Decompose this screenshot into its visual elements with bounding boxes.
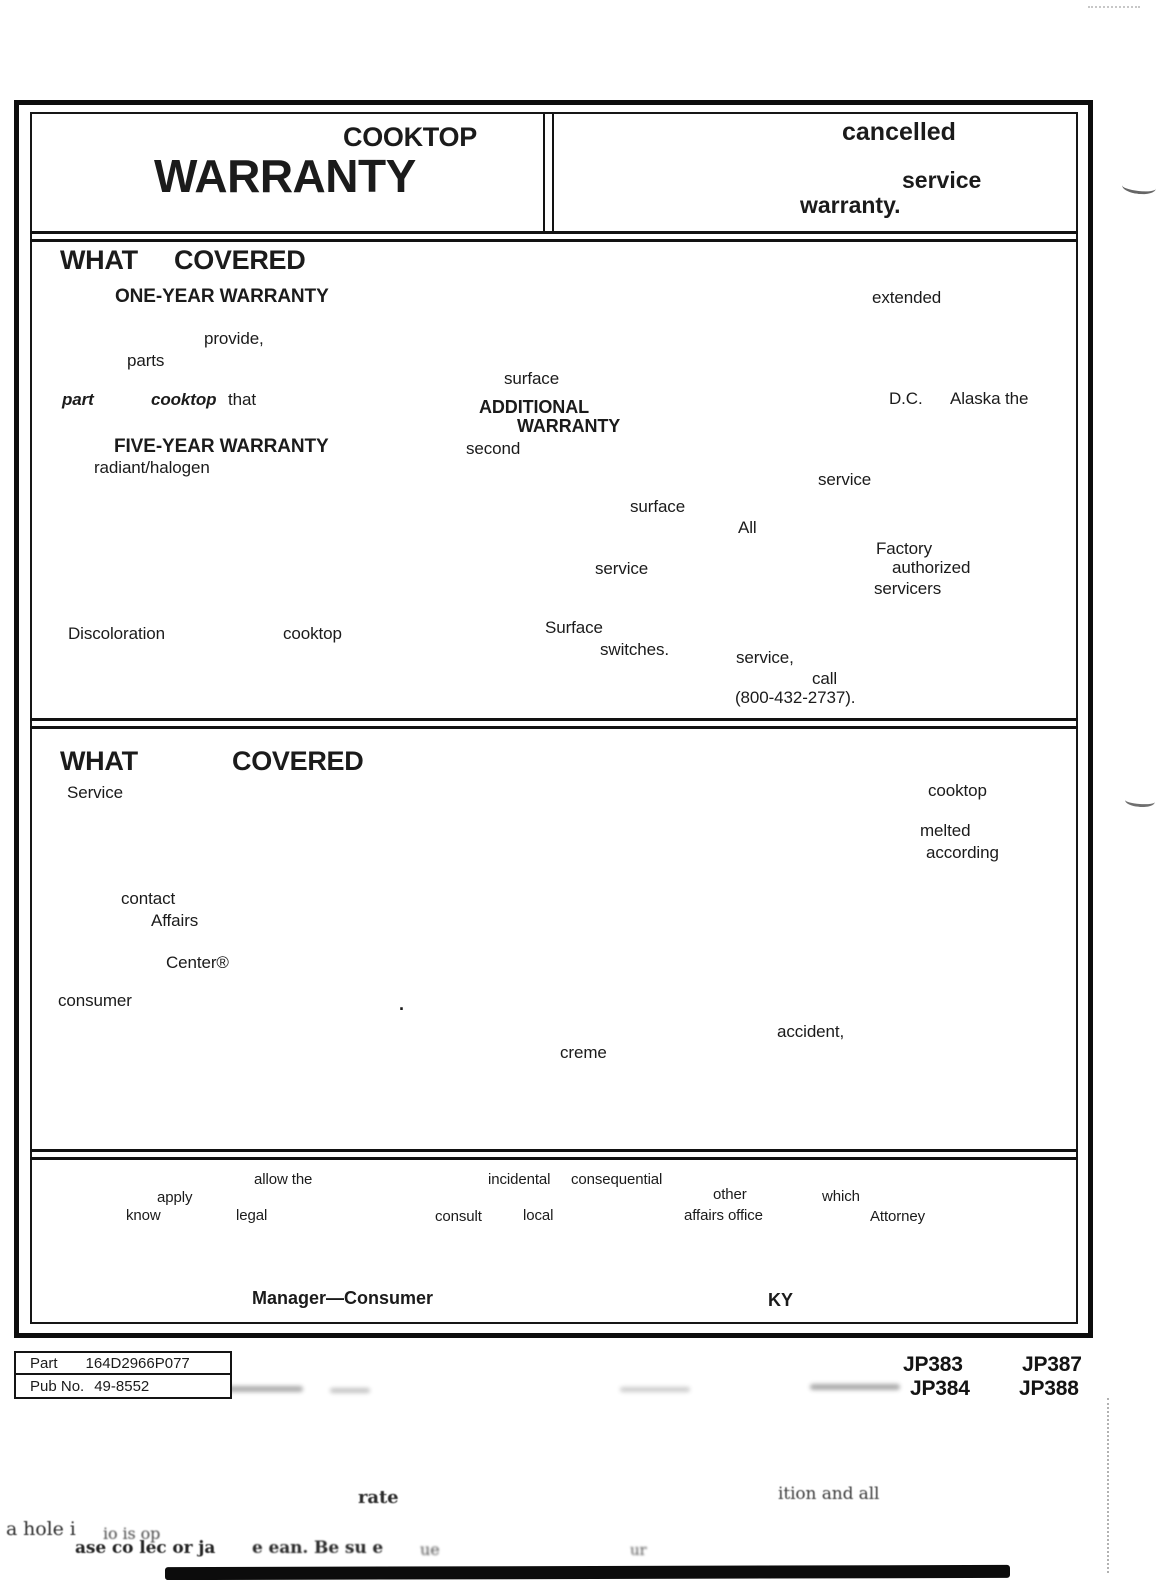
scan-text-fragment: second [466, 439, 521, 458]
scan-smear [330, 1388, 370, 1393]
scan-text-fragment: authorized [892, 558, 971, 577]
scan-text-fragment: know [126, 1207, 161, 1224]
part-number-row [16, 1353, 230, 1375]
scan-text-fragment: parts [127, 351, 165, 370]
scan-text-fragment: ADDITIONAL [479, 397, 589, 417]
scan-text-fragment: WARRANTY [517, 416, 621, 436]
scan-text-fragment: Affairs [151, 911, 199, 930]
scan-smear [620, 1387, 690, 1392]
scan-text-fragment: other [713, 1186, 747, 1203]
scan-text-fragment: D.C. [889, 389, 923, 408]
scan-black-bar [165, 1565, 1010, 1580]
part-number-box [14, 1351, 232, 1399]
part-number: 164D2966P077 [85, 1354, 190, 1372]
scan-text-fragment: cooktop [151, 390, 217, 409]
section2-title-covered: COVERED [232, 746, 364, 776]
scan-text-fragment: a hole i [6, 1518, 76, 1540]
scan-text-fragment: Center® [166, 953, 229, 972]
scan-text-fragment: part [62, 390, 94, 409]
section2-title-what: WHAT [60, 746, 138, 776]
scan-text-fragment: provide, [204, 329, 264, 348]
scan-text-fragment: creme [560, 1043, 607, 1062]
model-number-jp388: JP388 [1019, 1377, 1079, 1400]
scan-text-fragment: consequential [571, 1171, 663, 1188]
model-number-jp384: JP384 [910, 1377, 970, 1400]
scan-text-fragment: service [595, 559, 649, 578]
scan-text-fragment: FIVE-YEAR WARRANTY [114, 436, 329, 457]
scan-smear [810, 1384, 900, 1390]
scan-text-fragment: affairs office [684, 1207, 763, 1224]
scan-text-fragment: radiant/halogen [94, 458, 210, 477]
scan-text-fragment: melted [920, 821, 971, 840]
scan-text-fragment: Surface [545, 618, 603, 637]
scan-text-fragment: which [822, 1188, 860, 1205]
scan-text-fragment: ONE-YEAR WARRANTY [115, 286, 329, 307]
double-rule-legal [30, 1149, 1078, 1160]
scan-text-fragment: accident, [777, 1022, 845, 1041]
scan-text-fragment: Discoloration [68, 624, 165, 643]
scan-text-fragment: Alaska the [950, 389, 1029, 408]
scan-text-fragment: consult [435, 1208, 482, 1225]
header-right-line3: warranty. [800, 192, 901, 218]
scan-text-fragment: servicers [874, 579, 942, 598]
scan-text-fragment: surface [630, 497, 686, 516]
scan-text-fragment: ur [630, 1541, 647, 1559]
scan-text-fragment: ase co lec or ja [75, 1538, 216, 1558]
scan-text-fragment: according [926, 843, 999, 862]
header-cooktop-label: COOKTOP [343, 122, 477, 152]
scan-dotted-edge [1107, 1398, 1109, 1573]
pub-number: 49-8552 [94, 1377, 150, 1395]
scan-text-fragment: ue [420, 1540, 440, 1559]
scan-text-fragment: cooktop [283, 624, 342, 643]
scan-text-fragment: Service [67, 783, 123, 802]
scan-text-fragment: cooktop [928, 781, 987, 800]
scan-text-fragment: consumer [58, 991, 132, 1010]
scan-text-fragment: All [738, 518, 757, 537]
scan-text-fragment: legal [236, 1207, 268, 1224]
pub-number-row [16, 1375, 230, 1397]
scan-text-fragment: switches. [600, 640, 670, 659]
scan-text-fragment: that [228, 390, 256, 409]
scan-text-fragment: io is op [103, 1524, 161, 1543]
header-vertical-divider [543, 114, 554, 232]
scan-text-fragment: contact [121, 889, 176, 908]
pen-mark [1121, 178, 1156, 195]
double-rule-header [30, 231, 1078, 242]
scan-text-fragment: ition and all [778, 1484, 880, 1504]
double-rule-section2 [30, 718, 1078, 729]
scan-text-fragment: (800-432-2737). [735, 688, 856, 707]
scan-text-fragment: service [818, 470, 872, 489]
scan-text-fragment: surface [504, 369, 560, 388]
scan-text-fragment: call [812, 669, 838, 688]
signature-manager: Manager—Consumer [252, 1288, 434, 1308]
page-title: WARRANTY [154, 150, 416, 202]
header-right-line2: service [902, 167, 982, 193]
scan-text-fragment: incidental [488, 1171, 551, 1188]
model-number-jp387: JP387 [1022, 1353, 1082, 1376]
scan-dotted-top [1088, 6, 1140, 8]
scan-text-fragment: . [399, 994, 404, 1014]
scan-text-fragment: apply [157, 1189, 193, 1206]
part-label: Part [30, 1354, 58, 1372]
pub-label: Pub No. [30, 1377, 85, 1395]
header-right-line1: cancelled [842, 118, 956, 146]
scan-text-fragment: service, [736, 648, 794, 667]
section1-title-what: WHAT [60, 245, 138, 275]
scan-text-fragment: e ean. Be su e [252, 1538, 384, 1558]
scan-text-fragment: rate [358, 1487, 399, 1508]
scan-text-fragment: extended [872, 288, 942, 307]
scan-text-fragment: local [523, 1207, 554, 1224]
signature-state: KY [768, 1290, 794, 1310]
scan-text-fragment: allow the [254, 1171, 313, 1188]
section1-title-covered: COVERED [174, 245, 306, 275]
pen-mark [1125, 794, 1156, 808]
model-number-jp383: JP383 [903, 1353, 963, 1376]
scan-text-fragment: Attorney [870, 1208, 926, 1225]
scan-text-fragment: Factory [876, 539, 932, 558]
